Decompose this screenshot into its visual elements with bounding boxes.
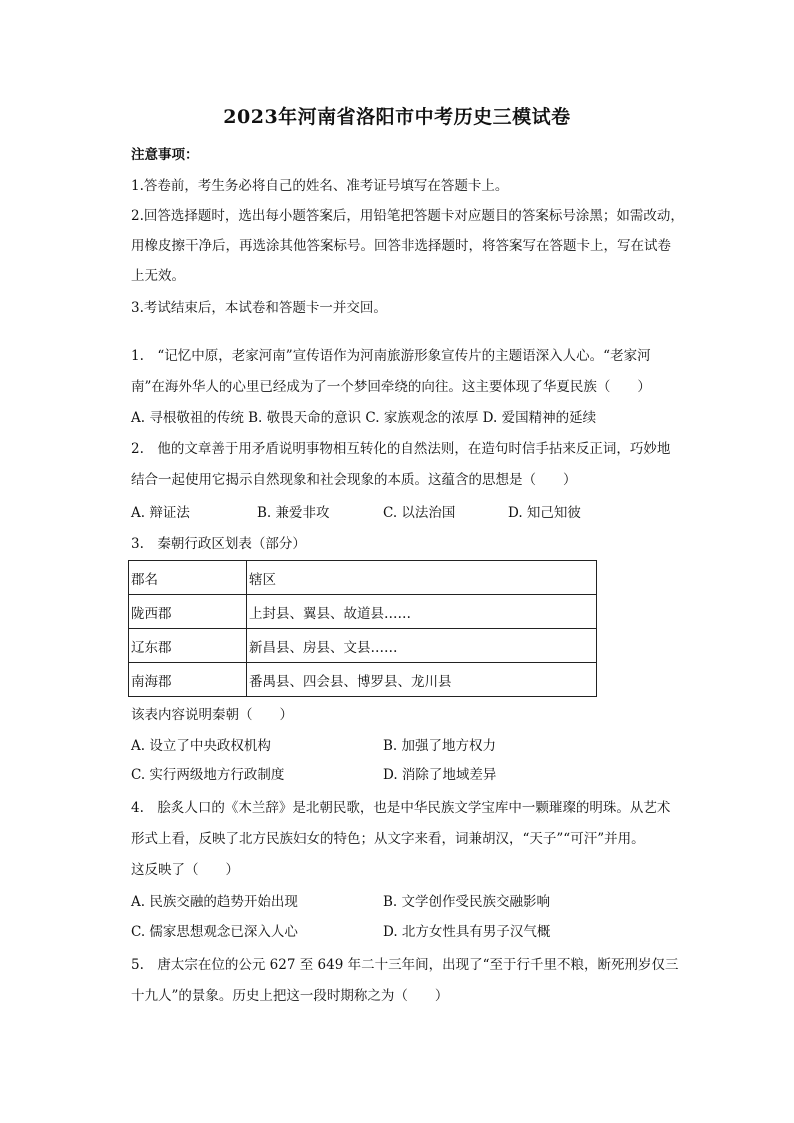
question-5-stem: 5. 唐太宗在位的公元 627 至 649 年二十三年间，出现了“至于行千里不粮，断死刑岁仅三 <box>131 957 679 973</box>
question-3-option-a: A. 设立了中央政权机构 <box>131 738 271 754</box>
table-header-row <box>129 561 597 595</box>
table-row <box>129 663 597 697</box>
question-5-stem: 十九人”的景象。历史上把这一段时期称之为（ ） <box>131 988 449 1004</box>
question-4-option-a: A. 民族交融的趋势开始出现 <box>131 894 298 910</box>
table-cell: 番禺县、四会县、博罗县、龙川县 <box>247 663 597 697</box>
table-header-cell: 辖区 <box>247 561 597 595</box>
question-1-options: A. 寻根敬祖的传统 B. 敬畏天命的意识 C. 家族观念的浓厚 D. 爱国精神的延续 <box>131 410 597 426</box>
question-4-option-c: C. 儒家思想观念已深入人心 <box>131 924 298 940</box>
table-header-cell: 郡名 <box>129 561 247 595</box>
question-3-after: 该表内容说明秦朝（ ） <box>131 707 293 723</box>
table-cell: 陇西郡 <box>129 595 247 629</box>
notice-item: 用橡皮擦干净后，再选涂其他答案标号。回答非选择题时，将答案写在答题卡上，写在试卷 <box>131 238 671 254</box>
question-3-option-d: D. 消除了地域差异 <box>383 767 497 783</box>
question-2-option-c: C. 以法治国 <box>383 505 456 521</box>
table-row <box>129 629 597 663</box>
question-2-option-b: B. 兼爱非攻 <box>257 505 330 521</box>
question-4-option-d: D. 北方女性具有男子汉气概 <box>383 924 551 940</box>
notice-item: 上无效。 <box>131 268 185 284</box>
question-2-stem: 2. 他的文章善于用矛盾说明事物相互转化的自然法则，在造句时信手拈来反正词，巧妙地 <box>131 441 671 457</box>
question-4-option-b: B. 文学创作受民族交融影响 <box>383 894 551 910</box>
notice-item: 3.考试结束后，本试卷和答题卡一并交回。 <box>131 300 387 316</box>
question-1-stem: 1. “记忆中原，老家河南”宣传语作为河南旅游形象宣传片的主题语深入人心。“老家河 <box>131 348 651 364</box>
table-row <box>129 595 597 629</box>
question-1-stem: 南”在海外华人的心里已经成为了一个梦回牵绕的向往。这主要体现了华夏民族（ ） <box>131 379 651 395</box>
question-2-stem: 结合一起使用它揭示自然现象和社会现象的本质。这蕴含的思想是（ ） <box>131 472 577 488</box>
table-cell: 新昌县、房县、文县…… <box>247 629 597 663</box>
question-3-stem: 3. 秦朝行政区划表（部分） <box>131 536 306 552</box>
question-3-option-c: C. 实行两级地方行政制度 <box>131 767 285 783</box>
qin-admin-table <box>128 560 597 697</box>
table-cell: 辽东郡 <box>129 629 247 663</box>
page-title: 2023年河南省洛阳市中考历史三模试卷 <box>223 106 571 128</box>
notice-item: 2.回答选择题时，选出每小题答案后，用铅笔把答题卡对应题目的答案标号涂黑；如需改动， <box>131 208 684 224</box>
question-3-option-b: B. 加强了地方权力 <box>383 738 497 754</box>
table-cell: 上封县、翼县、故道县…… <box>247 595 597 629</box>
question-4-stem: 这反映了（ ） <box>131 862 239 878</box>
question-4-stem: 形式上看，反映了北方民族妇女的特色；从文字来看，词兼胡汉，“天子”“可汗”并用。 <box>131 831 645 847</box>
question-2-option-d: D. 知己知彼 <box>508 505 581 521</box>
question-2-option-a: A. 辩证法 <box>131 505 190 521</box>
notice-heading: 注意事项： <box>131 147 199 163</box>
table-cell: 南海郡 <box>129 663 247 697</box>
question-4-stem: 4. 脍炙人口的《木兰辞》是北朝民歌，也是中华民族文学宝库中一颗璀璨的明珠。从艺术 <box>131 800 671 816</box>
notice-item: 1.答卷前，考生务必将自己的姓名、准考证号填写在答题卡上。 <box>131 178 509 194</box>
